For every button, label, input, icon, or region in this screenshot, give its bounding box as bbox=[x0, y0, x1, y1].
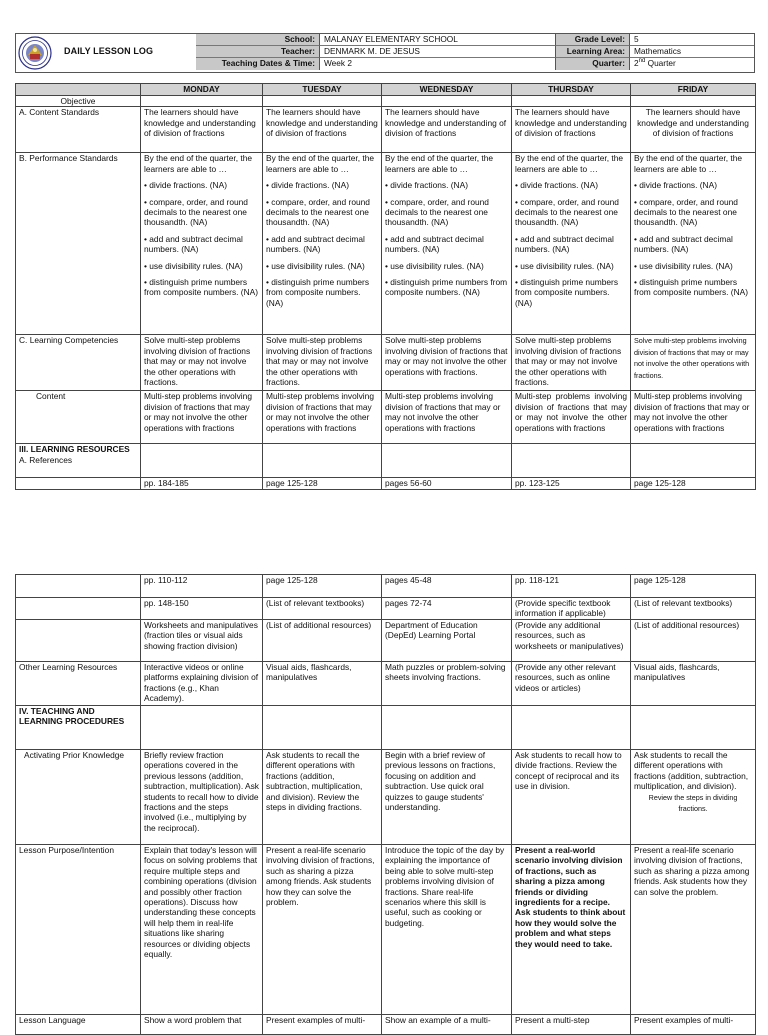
quarter-label: Quarter: bbox=[556, 58, 630, 70]
table-cell: (Provide specific textbook information if applicable) bbox=[512, 598, 631, 620]
table-cell: pp. 148-150 bbox=[141, 598, 263, 620]
table-cell: Begin with a brief review of previous lessons on fractions, focusing on addition and subtraction. Use quick oral quizzes to gauge students' understanding. bbox=[382, 750, 512, 845]
table-row bbox=[16, 391, 756, 444]
day-monday: MONDAY bbox=[141, 84, 263, 96]
learning-resources-heading: III. LEARNING RESOURCES bbox=[19, 444, 130, 455]
table-cell: The learners should have knowledge and understanding of division of fractions bbox=[512, 107, 631, 153]
table-cell: Present a real-life scenario involving division of fractions, such as sharing a pizza among friends. Ask students how they can solve the problem. bbox=[631, 845, 756, 1015]
table-row bbox=[16, 575, 756, 598]
table-row bbox=[16, 662, 756, 706]
list-item: • divide fractions. (NA) bbox=[634, 180, 717, 191]
grade-label: Grade Level: bbox=[556, 34, 630, 46]
table-cell: Present a multi-step bbox=[512, 1015, 631, 1035]
table-cell: pages 56-60 bbox=[382, 478, 512, 489]
list-item: • add and subtract decimal numbers. (NA) bbox=[634, 233, 733, 255]
list-item: • distinguish prime numbers from composite numbers. (NA) bbox=[515, 277, 619, 308]
table-cell: Department of Education (DepEd) Learning Portal bbox=[382, 620, 512, 662]
table-cell: page 125-128 bbox=[631, 478, 756, 489]
table-row bbox=[16, 598, 756, 620]
list-item: • distinguish prime numbers from composite numbers. (NA) bbox=[634, 277, 749, 298]
table-cell bbox=[263, 153, 382, 335]
teacher-label: Teacher: bbox=[196, 46, 320, 58]
table-cell bbox=[512, 845, 631, 1015]
table-cell: Present examples of multi- bbox=[631, 1015, 756, 1035]
table-cell: Worksheets and manipulatives (fraction tiles or visual aids showing fraction division) bbox=[141, 620, 263, 662]
table-cell: page 125-128 bbox=[263, 575, 382, 598]
table-row bbox=[16, 750, 756, 845]
table-cell: Multi-step problems involving division of fractions that may or may not involve the other operations with fractions bbox=[263, 391, 382, 444]
procedures-heading: IV. TEACHING AND LEARNING PROCEDURES bbox=[16, 706, 141, 750]
table-cell: pp. 110-112 bbox=[141, 575, 263, 598]
table-row bbox=[16, 1015, 756, 1035]
table-cell: The learners should have knowledge and understanding of division of fractions bbox=[631, 107, 756, 153]
list-item: • compare, order, and round decimals to the nearest one thousandth. (NA) bbox=[266, 196, 370, 228]
table-row bbox=[16, 444, 756, 478]
teacher-value: DENMARK M. DE JESUS bbox=[320, 46, 556, 58]
purpose-label: Lesson Purpose/Intention bbox=[16, 845, 141, 1015]
table-row bbox=[16, 706, 756, 750]
intro-text: By the end of the quarter, the learners are able to … bbox=[385, 153, 494, 174]
list-item: • distinguish prime numbers from composite numbers. (NA) bbox=[266, 277, 370, 308]
deped-seal-icon bbox=[18, 36, 52, 70]
list-item: • divide fractions. (NA) bbox=[515, 180, 598, 191]
list-item: • compare, order, and round decimals to the nearest one thousandth. (NA) bbox=[144, 196, 248, 228]
grade-value: 5 bbox=[630, 34, 754, 46]
content-label: Content bbox=[16, 391, 141, 444]
table-cell: pp. 184-185 bbox=[141, 478, 263, 489]
resources-label bbox=[16, 444, 141, 478]
list-item: • divide fractions. (NA) bbox=[266, 180, 349, 191]
table-cell bbox=[382, 153, 512, 335]
list-item: • use divisibility rules. (NA) bbox=[266, 260, 365, 271]
area-value: Mathematics bbox=[630, 46, 754, 58]
table-cell: The learners should have knowledge and understanding of division of fractions bbox=[382, 107, 512, 153]
table-cell: (Provide any additional resources, such as worksheets or manipulatives) bbox=[512, 620, 631, 662]
table-cell: Multi-step problems involving division of fractions that may or may not involve the other operations with fractions bbox=[382, 391, 512, 444]
objective-label: Objective bbox=[16, 96, 141, 107]
list-item: • compare, order, and round decimals to the nearest one thousandth. (NA) bbox=[515, 196, 619, 228]
learning-competencies-label: C. Learning Competencies bbox=[16, 335, 141, 391]
day-friday: FRIDAY bbox=[631, 84, 756, 96]
intro-text: By the end of the quarter, the learners are able to … bbox=[634, 153, 743, 174]
table-row bbox=[16, 96, 756, 107]
table-row bbox=[16, 478, 756, 489]
table-cell: The learners should have knowledge and understanding of division of fractions bbox=[263, 107, 382, 153]
table-cell: Interactive videos or online platforms explaining division of fractions (e.g., Khan Academy). bbox=[141, 662, 263, 706]
list-item: • distinguish prime numbers from composite numbers. (NA) bbox=[385, 277, 508, 298]
table-cell: Present a real-life scenario involving division of fractions, such as sharing a pizza among friends. Ask students how they can solve the problem. bbox=[263, 845, 382, 1015]
list-item: • use divisibility rules. (NA) bbox=[515, 260, 614, 271]
table-cell: Briefly review fraction operations covered in the previous lessons (addition, subtraction, multiplication). Ask students to recall how to divide fractions and the steps involved (i.e., multiplying by the reciprocal). bbox=[141, 750, 263, 845]
table-cell: (List of relevant textbooks) bbox=[263, 598, 382, 620]
prior-knowledge-label: Activating Prior Knowledge bbox=[16, 750, 141, 845]
table-cell: Visual aids, flashcards, manipulatives bbox=[631, 662, 756, 706]
table-cell: (List of additional resources) bbox=[631, 620, 756, 662]
school-label: School: bbox=[196, 34, 320, 46]
table-cell: Explain that today's lesson will focus on solving problems that require multiple steps and combining operations (division and possibly other fraction operations). Discuss how understanding these concepts will help them in real-life situations like sharing resources or dividing objects equally. bbox=[141, 845, 263, 1015]
list-item: • use divisibility rules. (NA) bbox=[634, 260, 733, 271]
references-label: A. References bbox=[19, 454, 73, 465]
table-cell: Solve multi-step problems involving division of fractions that may or may not involve the other operations with fractions. bbox=[263, 335, 382, 391]
other-resources-label: Other Learning Resources bbox=[16, 662, 141, 706]
table-row bbox=[16, 335, 756, 391]
intro-text: By the end of the quarter, the learners are able to … bbox=[266, 153, 375, 174]
table-cell: Ask students to recall the different operations with fractions (addition, subtraction, multiplication, and division). Review the steps in dividing fractions. bbox=[263, 750, 382, 845]
performance-standards-label: B. Performance Standards bbox=[16, 153, 141, 335]
table-cell: The learners should have knowledge and understanding of division of fractions bbox=[141, 107, 263, 153]
area-label: Learning Area: bbox=[556, 46, 630, 58]
day-tuesday: TUESDAY bbox=[263, 84, 382, 96]
school-value: MALANAY ELEMENTARY SCHOOL bbox=[320, 34, 556, 46]
table-cell: Solve multi-step problems involving division of fractions that may or may not involve the other operations with fractions. bbox=[382, 335, 512, 391]
lesson-log-table-page2 bbox=[15, 574, 756, 1035]
list-item: • use divisibility rules. (NA) bbox=[385, 260, 484, 271]
table-cell: pages 45-48 bbox=[382, 575, 512, 598]
table-cell: pp. 123-125 bbox=[512, 478, 631, 489]
table-cell: Multi-step problems involving division of fractions that may or may not involve the other operations with fractions bbox=[141, 391, 263, 444]
table-cell bbox=[512, 153, 631, 335]
table-row bbox=[16, 107, 756, 153]
table-cell: (Provide any other relevant resources, such as online videos or articles) bbox=[512, 662, 631, 706]
table-cell: pp. 118-121 bbox=[512, 575, 631, 598]
day-thursday: THURSDAY bbox=[512, 84, 631, 96]
table-cell: Visual aids, flashcards, manipulatives bbox=[263, 662, 382, 706]
table-cell bbox=[631, 153, 756, 335]
list-item: • distinguish prime numbers from composite numbers. (NA) bbox=[144, 277, 259, 298]
list-item: • divide fractions. (NA) bbox=[385, 180, 468, 191]
lesson-log-table-page1 bbox=[15, 83, 756, 490]
table-cell: Multi-step problems involving division of fractions that may or may not involve the other operations with fractions bbox=[631, 391, 756, 444]
cell-text: Ask students to think about how they would solve the problem and what steps they would need to take. bbox=[515, 907, 626, 949]
list-item: • add and subtract decimal numbers. (NA) bbox=[266, 233, 365, 255]
list-item: • add and subtract decimal numbers. (NA) bbox=[144, 233, 243, 255]
table-cell: pages 72-74 bbox=[382, 598, 512, 620]
table-cell: page 125-128 bbox=[631, 575, 756, 598]
table-cell: Introduce the topic of the day by explaining the importance of being able to solve multi-step problems involving division of fractions. Share real-life scenarios where this skill is useful, such as cooking or budgeting. bbox=[382, 845, 512, 1015]
table-cell: Solve multi-step problems involving division of fractions that may or may not involve the other operations with fractions. bbox=[631, 335, 756, 391]
day-wednesday: WEDNESDAY bbox=[382, 84, 512, 96]
list-item: • add and subtract decimal numbers. (NA) bbox=[515, 233, 614, 255]
cell-text: Review the steps in dividing fractions. bbox=[648, 792, 738, 814]
dates-label: Teaching Dates & Time: bbox=[196, 58, 320, 70]
corner-cell bbox=[16, 84, 141, 96]
intro-text: By the end of the quarter, the learners are able to … bbox=[515, 153, 624, 174]
content-standards-label: A. Content Standards bbox=[16, 107, 141, 153]
table-cell: Ask students to recall how to divide fractions. Review the concept of reciprocal and its use in division. bbox=[512, 750, 631, 845]
table-cell bbox=[631, 750, 756, 845]
table-row bbox=[16, 153, 756, 335]
list-item: • divide fractions. (NA) bbox=[144, 180, 227, 191]
cell-text: Ask students to recall the different operations with fractions (addition, subtraction, multiplication, and division). bbox=[634, 750, 749, 792]
list-item: • compare, order, and round decimals to the nearest one thousandth. (NA) bbox=[385, 196, 489, 228]
document-title: DAILY LESSON LOG bbox=[64, 46, 154, 56]
quarter-value: 2nd Quarter bbox=[634, 58, 676, 68]
table-cell: Multi-step problems involving division of fractions that may or may not involve the other operations with fractions bbox=[512, 391, 631, 444]
table-cell: Present examples of multi- bbox=[263, 1015, 382, 1035]
cell-text: Present a real-world scenario involving division of fractions, such as sharing a pizza among friends or dividing ingredients for a recipe. bbox=[515, 845, 623, 908]
list-item: • add and subtract decimal numbers. (NA) bbox=[385, 233, 484, 255]
table-cell: (List of additional resources) bbox=[263, 620, 382, 662]
list-item: • compare, order, and round decimals to the nearest one thousandth. (NA) bbox=[634, 196, 738, 228]
list-item: • use divisibility rules. (NA) bbox=[144, 260, 243, 271]
table-row bbox=[16, 845, 756, 1015]
table-cell: page 125-128 bbox=[263, 478, 382, 489]
language-label: Lesson Language bbox=[16, 1015, 141, 1035]
table-cell: (List of relevant textbooks) bbox=[631, 598, 756, 620]
table-cell: Show an example of a multi- bbox=[382, 1015, 512, 1035]
table-cell: Show a word problem that bbox=[141, 1015, 263, 1035]
table-cell: Solve multi-step problems involving division of fractions that may or may not involve the other operations with fractions. bbox=[512, 335, 631, 391]
table-cell: Solve multi-step problems involving division of fractions that may or may not involve the other operations with fractions. bbox=[141, 335, 263, 391]
intro-text: By the end of the quarter, the learners are able to … bbox=[144, 153, 253, 174]
day-header-row bbox=[16, 84, 756, 96]
table-cell: Math puzzles or problem-solving sheets involving fractions. bbox=[382, 662, 512, 706]
dates-value: Week 2 bbox=[320, 58, 556, 70]
table-cell bbox=[141, 153, 263, 335]
table-row bbox=[16, 620, 756, 662]
